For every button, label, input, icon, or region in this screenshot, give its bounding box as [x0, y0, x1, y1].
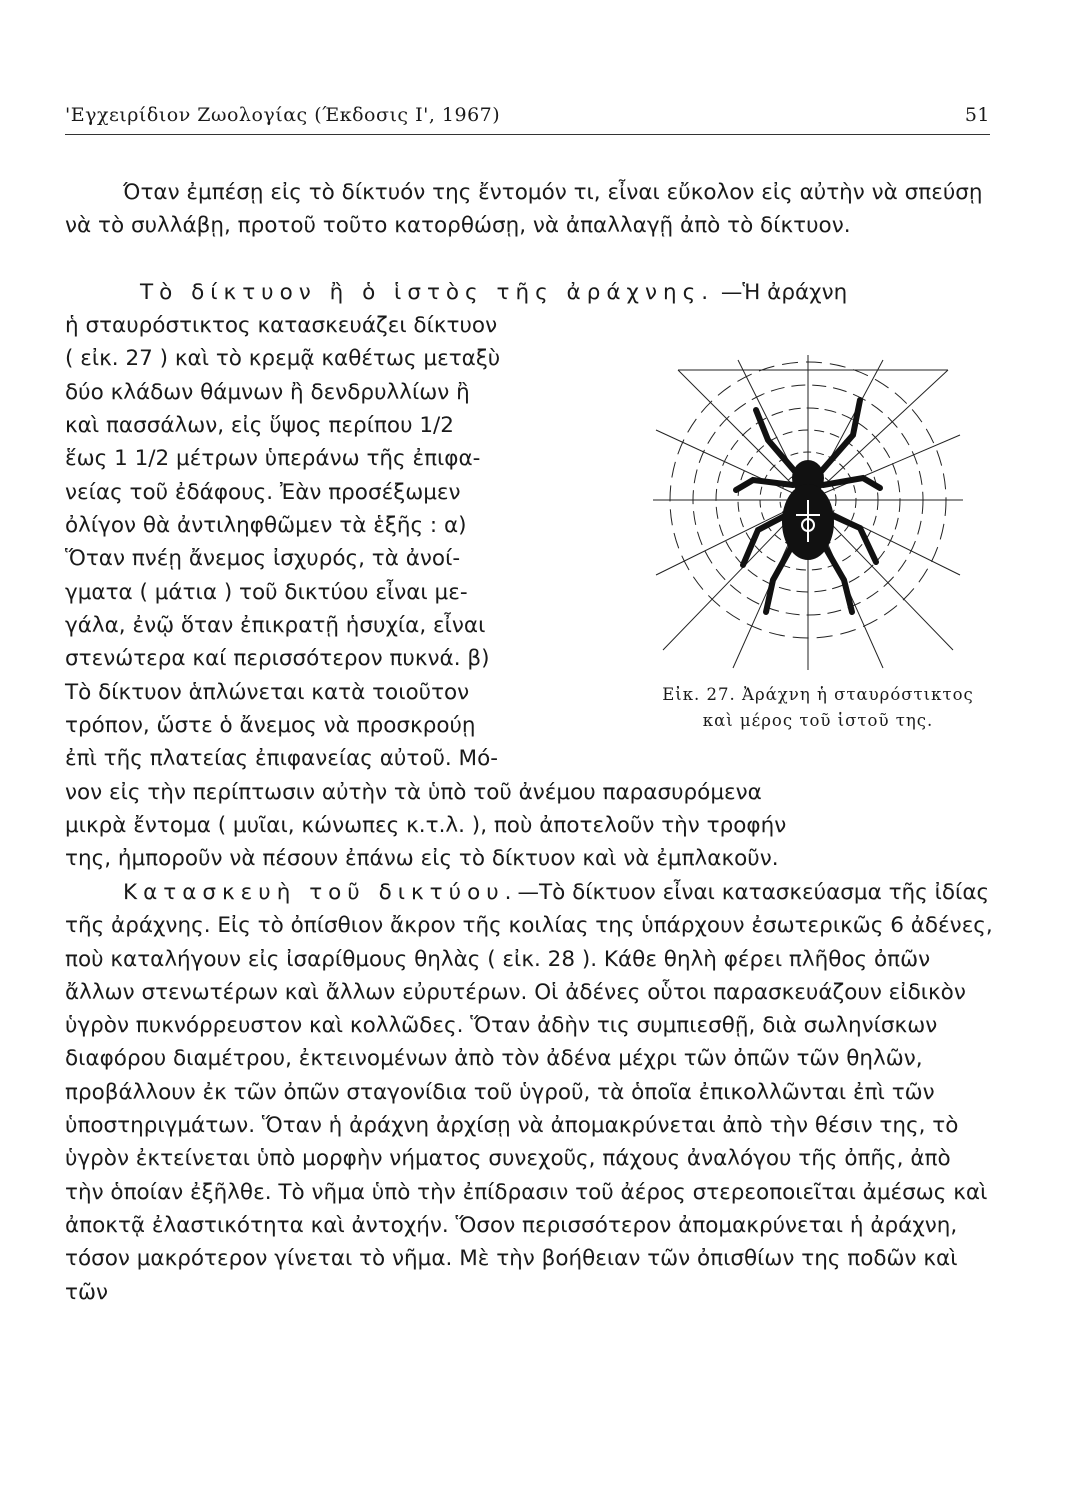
- text-line: ἡ σταυρόστικτος κατασκευάζει δίκτυον: [65, 313, 498, 338]
- page-number: 51: [964, 104, 990, 126]
- text-line: νείας τοῦ ἐδάφους. Ἐὰν προσέξωμεν: [65, 480, 461, 505]
- text-line: γάλα, ἐνῷ ὅταν ἐπικρατῇ ἡσυχία, εἶναι: [65, 613, 486, 638]
- text-line: δύο κλάδων θάμνων ἢ δενδρυλλίων ἢ: [65, 380, 470, 405]
- spider-web-illustration: [648, 350, 968, 678]
- paragraph-1: Όταν ἐμπέσῃ εἰς τὸ δίκτυόν της ἔντομόν τι, εἶναι εὔκολον εἰς αὐτὴν νὰ σπεύσῃ νὰ τὸ συλλάβῃ, προτοῦ τοῦτο κατορθώσῃ, νὰ ἀπαλλαγῇ ἀπὸ τὸ δίκτυον.: [65, 180, 983, 239]
- running-header: [65, 100, 990, 135]
- paragraph-3-body: —Τὸ δίκτυον εἶναι κατασκεύασμα τῆς ἰδίας τῆς ἀράχνης. Εἰς τὸ ὀπίσθιον ἄκρον τῆς κοιλίας της ὑπάρχουν ἐσωτερικῶς 6 ἀδένες, ποὺ καταλήγουν εἰς ἰσαρίθμους θηλὰς ( εἰκ. 28 ). Κάθε θηλὴ φέρει πλῆθος ὀπῶν ἄλλων στενωτέρων καὶ ἄλλων εὐρυτέρων. Οἱ ἀδένες οὗτοι παρασκευάζουν εἰδικὸν ὑγρὸν πυκνόρρευστον καὶ κολλῶδες. Ὅταν ἀδὴν τις συμπιεσθῇ, διὰ σωληνίσκων διαφόρου διαμέτρου, ἐκτεινομένων ἀπὸ τὸν ἀδένα μέχρι τῶν ὀπῶν τῶν θηλῶν, προβάλλουν ἐκ τῶν ὀπῶν σταγονίδια τοῦ ὑγροῦ, τὰ ὁποῖα ἐπικολλῶνται ἐπὶ τῶν ὑποστηριγμάτων. Ὅταν ἡ ἀράχνη ἀρχίσῃ νὰ ἀπομακρύνεται ἀπὸ τὴν θέσιν της, τὸ ὑγρὸν ἐκτείνεται ὑπὸ μορφὴν νήματος συνεχοῦς, πάχους ἀναλόγου τῆς ὀπῆς, ἀπὸ τὴν ὁποίαν ἐξῆλθε. Τὸ νῆμα ὑπὸ τὴν ἐπίδρασιν τοῦ ἀέρος στερεοποιεῖται ἀμέσως καὶ ἀποκτᾷ ἐλαστικότητα καὶ ἀντοχήν. Ὅσον περισσότερον ἀπομακρύνεται ἡ ἀράχνη, τόσον μακρότερον γίνεται τὸ νῆμα. Μὲ τὴν βοήθειαν τῶν ὀπισθίων της ποδῶν καὶ τῶν: [65, 880, 993, 1305]
- text-line: νον εἰς τὴν περίπτωσιν αὐτὴν τὰ ὑπὸ τοῦ ἀνέμου παρασυρόμενα: [65, 780, 762, 805]
- text-line: Τὸ δίκτυον ἁπλώνεται κατὰ τοιοῦτον: [65, 680, 470, 705]
- text-line: τρόπον, ὥστε ὁ ἄνεμος νὰ προσκρούῃ: [65, 713, 476, 738]
- text-line: καὶ πασσάλων, εἰς ὕψος περίπου 1/2: [65, 413, 454, 438]
- text-line: ὀλίγον θὰ ἀντιληφθῶμεν τὰ ἑξῆς : α): [65, 513, 467, 538]
- text-line: ἐπὶ τῆς πλατείας ἐπιφανείας αὐτοῦ. Μό-: [65, 746, 499, 771]
- text-line: της, ἠμποροῦν νὰ πέσουν ἐπάνω εἰς τὸ δίκτυον καὶ νὰ ἐμπλακοῦν.: [65, 846, 779, 871]
- text-line: Ὅταν πνέῃ ἄνεμος ἰσχυρός, τὰ ἀνοί-: [65, 546, 461, 571]
- text-line: ἕως 1 1/2 μέτρων ὑπεράνω τῆς ἐπιφα-: [65, 446, 481, 471]
- section-heading-construction: Κατασκευὴ τοῦ δικτύου.: [123, 880, 518, 905]
- text-line: ( εἰκ. 27 ) καὶ τὸ κρεμᾷ καθέτως μεταξὺ: [65, 346, 501, 371]
- section-heading-web: Τὸ δίκτυον ἢ ὁ ἱστὸς τῆς ἀράχνης.: [140, 280, 715, 305]
- text-line: στενώτερα καί περισσότερον πυκνά. β): [65, 646, 490, 671]
- text-line: γματα ( μάτια ) τοῦ δικτύου εἶναι με-: [65, 580, 468, 605]
- paragraph-2-lead: —Ἡ ἀράχνη: [720, 280, 848, 305]
- paragraph-3: [65, 876, 995, 1309]
- paragraph-2-first-line: [140, 276, 847, 309]
- text-line: μικρὰ ἔντομα ( μυῖαι, κώνωπες κ.τ.λ. ), ποὺ ἀποτελοῦν τὴν τροφήν: [65, 813, 787, 838]
- figure-caption: Εἰκ. 27. Ἀράχνη ἡ σταυρόστικτος καὶ μέρος τοῦ ἱστοῦ της.: [662, 685, 974, 730]
- book-title: 'Εγχειρίδιον Ζωολογίας (Έκδοσις Ι', 1967): [65, 104, 501, 126]
